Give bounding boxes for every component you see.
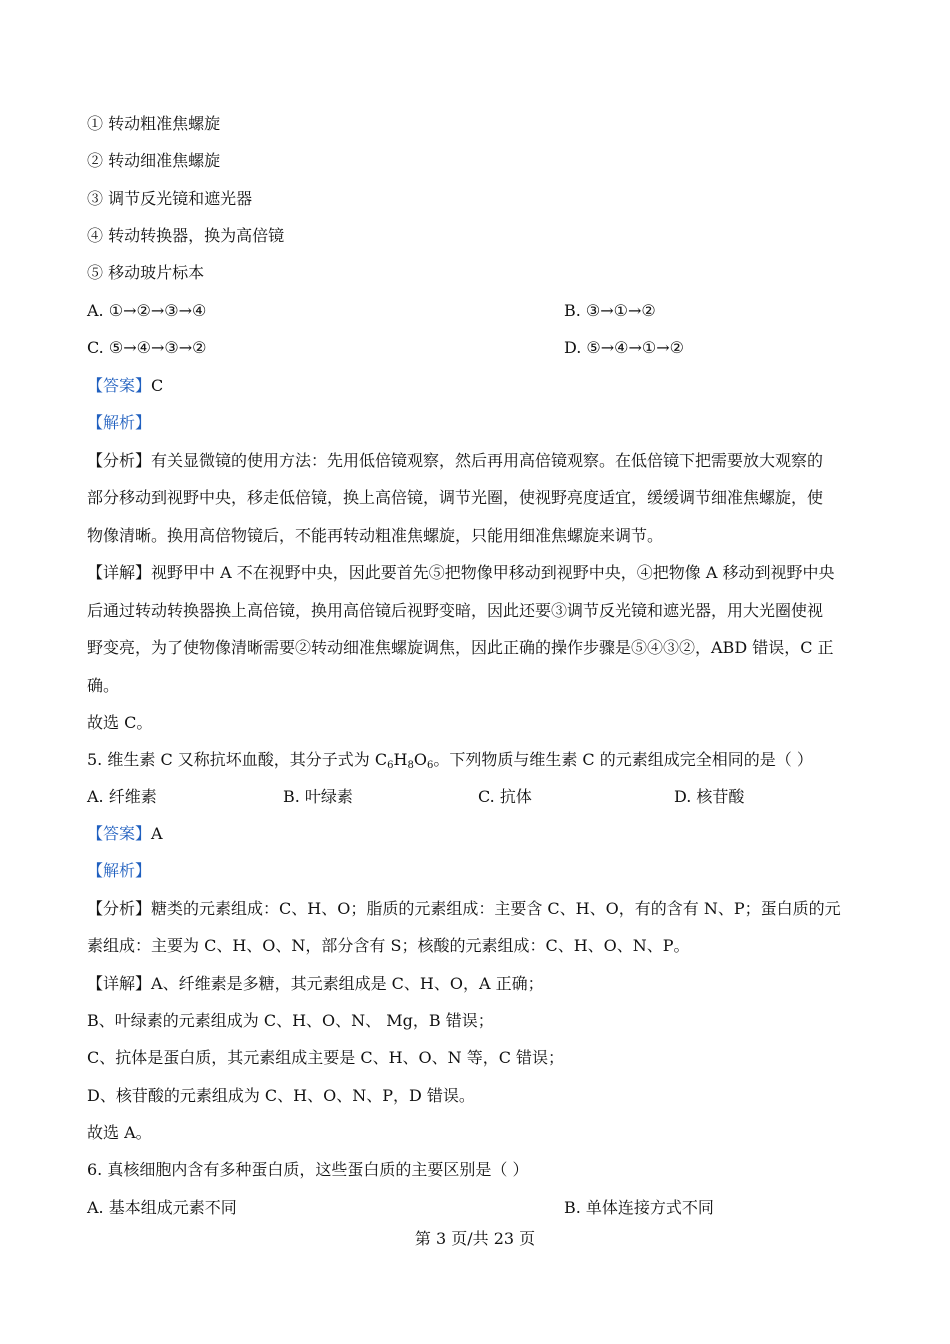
- q5-option-d: D. 核苷酸: [674, 787, 745, 806]
- q4-fenxi-line-3: 物像清晰。换用高倍物镜后，不能再转动粗准焦螺旋，只能用细准焦螺旋来调节。: [87, 526, 664, 545]
- q5-xiangjie-line-2: B、叶绿素的元素组成为 C、H、O、N、 Mg，B 错误；: [87, 1011, 494, 1030]
- q4-xiangjie-line-1: [87, 563, 870, 583]
- page-footer: 第 3 页/共 23 页: [414, 1229, 536, 1248]
- q5-stem-text-a: 5. 维生素 C 又称抗坏血酸，其分子式为 C: [87, 750, 388, 769]
- q4-options-row-1: [87, 301, 870, 321]
- q4-step-3: ③ 调节反光镜和遮光器: [87, 189, 253, 208]
- q5-conclusion: 故选 A。: [87, 1123, 152, 1142]
- q4-option-b: B. ③→①→②: [564, 301, 656, 320]
- q4-step-2: ② 转动细准焦螺旋: [87, 151, 221, 170]
- q5-analysis-heading: [87, 861, 870, 881]
- formula-sub-c: 6: [387, 760, 394, 771]
- q5-option-c: C. 抗体: [478, 787, 532, 806]
- q4-conclusion: 故选 C。: [87, 713, 153, 732]
- answer-tag: 【答案】: [87, 376, 152, 395]
- formula-sub-h: 8: [407, 760, 414, 771]
- q5-option-b: B. 叶绿素: [283, 787, 353, 806]
- q5-xiangjie-line-1: [87, 974, 870, 994]
- q5-option-a: A. 纤维素: [87, 787, 157, 806]
- q4-step-5: ⑤ 移动玻片标本: [87, 263, 205, 282]
- q5-xiangjie-line-3: C、抗体是蛋白质，其元素组成主要是 C、H、O、N 等，C 错误；: [87, 1048, 565, 1067]
- q5-fenxi-line-2: 素组成：主要为 C、H、O、N，部分含有 S；核酸的元素组成：C、H、O、N、P。: [87, 936, 690, 955]
- q4-answer: [87, 376, 870, 396]
- fenxi-text: 有关显微镜的使用方法：先用低倍镜观察，然后再用高倍镜观察。在低倍镜下把需要放大观察的: [151, 451, 824, 470]
- q4-step-4: ④ 转动转换器，换为高倍镜: [87, 226, 285, 245]
- q4-xiangjie-line-3: 野变亮，为了使物像清晰需要②转动细准焦螺旋调焦，因此正确的操作步骤是⑤④③②，ABD 错误，C 正: [87, 638, 834, 657]
- q4-options-row-2: [87, 338, 870, 358]
- fenxi-tag: 【分析】: [87, 451, 152, 470]
- q4-option-a: A. ①→②→③→④: [87, 301, 207, 320]
- xiangjie-tag: 【详解】: [87, 563, 152, 582]
- q4-option-c: C. ⑤→④→③→②: [87, 338, 207, 357]
- answer-tag: 【答案】: [87, 824, 152, 843]
- q5-stem: [87, 750, 870, 770]
- q4-step-1: ① 转动粗准焦螺旋: [87, 114, 221, 133]
- q4-analysis-heading: [87, 413, 870, 433]
- q5-stem-text-b: 。下列物质与维生素 C 的元素组成完全相同的是（ ）: [433, 750, 813, 769]
- xiangjie-text: 视野甲中 A 不在视野中央，因此要首先⑤把物像甲移动到视野中央，④把物像 A 移动到视野中央: [151, 563, 835, 582]
- q4-fenxi-line-2: 部分移动到视野中央，移走低倍镜，换上高倍镜，调节光圈，使视野亮度适宜，缓缓调节细准焦螺旋，使: [87, 488, 824, 507]
- xiangjie-text: A、纤维素是多糖，其元素组成是 C、H、O，A 正确；: [151, 974, 544, 993]
- fenxi-text: 糖类的元素组成：C、H、O；脂质的元素组成：主要含 C、H、O，有的含有 N、P；蛋白质的元: [151, 899, 841, 918]
- q4-fenxi-line-1: [87, 451, 870, 471]
- answer-value: C: [151, 376, 164, 395]
- q4-xiangjie-line-4: 确。: [87, 676, 120, 695]
- q6-option-a: A. 基本组成元素不同: [87, 1198, 237, 1217]
- analysis-tag: 【解析】: [87, 861, 152, 880]
- formula-sub-o: 6: [426, 760, 434, 771]
- analysis-tag: 【解析】: [87, 413, 152, 432]
- q5-xiangjie-line-4: D、核苷酸的元素组成为 C、H、O、N、P，D 错误。: [87, 1086, 475, 1105]
- q6-stem: 6. 真核细胞内含有多种蛋白质，这些蛋白质的主要区别是（ ）: [87, 1160, 529, 1179]
- xiangjie-tag: 【详解】: [87, 974, 152, 993]
- answer-value: A: [151, 824, 163, 843]
- formula-h: H: [393, 750, 408, 769]
- q4-xiangjie-line-2: 后通过转动转换器换上高倍镜，换用高倍镜后视野变暗，因此还要③调节反光镜和遮光器，用大光圈使视: [87, 601, 824, 620]
- fenxi-tag: 【分析】: [87, 899, 152, 918]
- q6-option-b: B. 单体连接方式不同: [564, 1198, 714, 1217]
- formula-o: O: [413, 750, 427, 769]
- q4-option-d: D. ⑤→④→①→②: [564, 338, 685, 357]
- q6-options-row-1: [87, 1198, 870, 1218]
- q5-answer: [87, 824, 870, 844]
- q5-fenxi-line-1: [87, 899, 870, 919]
